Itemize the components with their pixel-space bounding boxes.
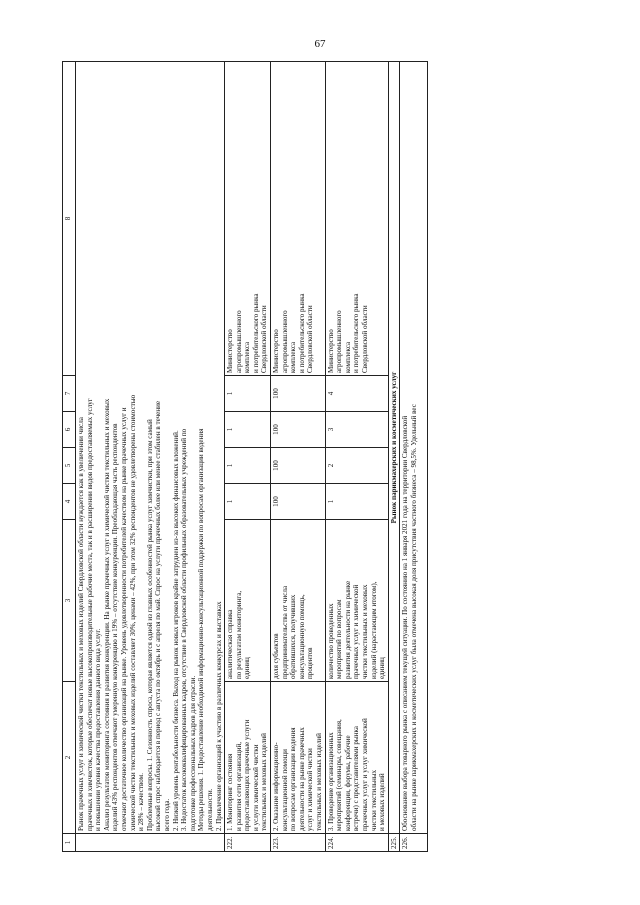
last-text-cell — [400, 62, 428, 834]
measures-table — [62, 61, 428, 852]
value-col-5: 2 — [325, 448, 388, 484]
indicator-line: обратившихся, получивших — [289, 594, 298, 679]
intro-text-cell — [76, 62, 225, 834]
executor-line: комплекса — [243, 341, 252, 373]
indicator-line: доля субъектов — [272, 633, 281, 679]
intro-line: отмечают достаточное количество организаций на рынке. Уровень удовлетворенности потребителей качеством на рынке прачечных услуг и — [119, 407, 128, 831]
value-col-7: 1 — [225, 376, 271, 412]
measure-line: прачечных услуг и услуг химической — [361, 718, 369, 831]
indicator-line: аналитическая справка — [226, 609, 235, 679]
last-text-clip — [401, 64, 426, 831]
executor-cell — [271, 62, 326, 376]
measure-line: чистки текстильных — [369, 769, 378, 831]
row-number: 224. — [325, 834, 388, 852]
section-row — [388, 62, 400, 852]
section-title: Рынок парикмахерских и косметических услуг — [388, 62, 400, 834]
executor-cell — [225, 62, 271, 376]
intro-line: высокий спрос наблюдается в период с августа по октябрь и с апреля по май. Спрос на услуги прачечных более или менее стабилен в течение — [154, 400, 163, 831]
value-col-4: 1 — [225, 484, 271, 520]
indicator-line: по результатам мониторинга, — [234, 590, 243, 679]
value-col-6: 1 — [225, 412, 271, 448]
indicator-line: консультационную помощь, — [297, 594, 306, 679]
indicator-line: изделий (нарастающим итогом), — [369, 581, 378, 679]
value-col-7: 100 — [271, 376, 326, 412]
measure-line: 1. Мониторинг состояния — [226, 753, 235, 831]
executor-line: Свердловской области — [260, 305, 269, 373]
value-col-4: 1 — [325, 484, 388, 520]
header-col-6: 6 — [63, 412, 76, 448]
measure-line: текстильных и меховых изделий — [260, 733, 269, 831]
row-number: 222. — [225, 834, 271, 852]
indicator-cell — [271, 520, 326, 682]
intro-line: 2. Низкий уровень рентабельности бизнеса. Выход на рынок новых игроков крайне затруднен из-за высоких финансовых вложений. — [171, 430, 180, 831]
row-number: 225. — [388, 834, 400, 852]
measure-line: мероприятий (семинары, совещания, — [335, 719, 344, 831]
measure-line: и развития сети организаций, — [234, 741, 243, 831]
measure-line: встречи) с представителями рынка — [352, 726, 361, 831]
indicator-line: прачечных услуг и химической — [352, 584, 361, 679]
intro-line: деятельности. — [205, 788, 214, 831]
rotated-table-wrapper — [62, 62, 592, 852]
intro-line: и 28% – качеством. — [137, 773, 146, 831]
executor-line: Свердловской области — [361, 305, 369, 373]
executor-line: агропромышленного — [335, 310, 344, 373]
measure-line: 2. Оказание информационно- — [272, 742, 281, 831]
page-number: 67 — [314, 38, 326, 50]
measure-line: конференции, форумы, рабочие — [343, 735, 352, 831]
intro-line: всего года. — [162, 798, 171, 831]
measure-cell — [225, 682, 271, 834]
intro-line: 3. Недостаток высококвалифицированных кадров, отсутствие в Свердловской области профильных образовательных учреждений по — [180, 428, 189, 831]
intro-line: прачечных и химчисток, которые обеспечат новые высокопроизводительные рабочие места, так и в расширении видов предоставляемых услуг — [85, 398, 94, 831]
indicator-line: развития деятельности на рынке — [343, 580, 352, 679]
measure-line: по вопросам организации ведения — [289, 727, 298, 831]
indicator-line: процентов — [306, 647, 315, 679]
value-col-6: 3 — [325, 412, 388, 448]
last-row — [400, 62, 428, 852]
measure-line: текстильных и меховых изделий — [315, 733, 324, 831]
table-row — [271, 62, 326, 852]
header-col-3: 3 — [63, 520, 76, 682]
indicator-line: предпринимательства от числа — [280, 585, 289, 679]
header-col-4: 4 — [63, 484, 76, 520]
executor-line: агропромышленного — [280, 310, 289, 373]
intro-line: подготовке профессиональных кадров для отрасли. — [188, 675, 197, 831]
intro-line: и повышении уровня качества предоставления данного вида услуг. — [94, 628, 103, 831]
executor-line: комплекса — [289, 341, 298, 373]
indicator-line: единиц — [378, 657, 387, 679]
row-number: 223. — [271, 834, 326, 852]
intro-line: Проблемные вопросы. 1. Сезонность спроса, которая является одной из главных особенностей рынка услуг химчистки, при этом самый — [145, 419, 154, 831]
header-col-2: 2 — [63, 682, 76, 834]
measure-cell — [271, 682, 326, 834]
indicator-line: количество проведенных — [326, 603, 335, 679]
intro-line: изделий 43% респондентов отмечают умеренную конкуренцию и 19% – отсутствие конкуренции. Преобладающая часть респондентов — [111, 423, 120, 831]
intro-row — [76, 62, 225, 852]
executor-line: Министерство — [226, 329, 235, 373]
executor-line: и потребительского рынка — [251, 293, 260, 373]
intro-line: химической чистки текстильных и меховых изделий составляет 30%, ценами – 42%, при этом 32% респондентов не удовлетворены стоимостью — [128, 394, 137, 831]
measure-line: и услуги химической чистки — [251, 744, 260, 831]
header-col-8: 8 — [63, 62, 76, 376]
executor-cell — [325, 62, 388, 376]
measure-line: деятельности на рынке прачечных — [297, 727, 306, 831]
indicator-cell — [225, 520, 271, 682]
last-line: Обоснование выбора товарного рынка с описанием текущей ситуации. По состоянию на 1 января 2021 года на территории Свердловской — [401, 415, 410, 831]
header-col-1: 1 — [63, 834, 76, 852]
measure-line: 3. Проведение организационных — [326, 732, 335, 831]
row-number: 226. — [400, 834, 428, 852]
executor-line: Свердловской области — [306, 305, 315, 373]
executor-line: комплекса — [343, 341, 352, 373]
measure-line: и меховых изделий — [378, 773, 387, 831]
intro-line: 2. Привлечение организаций к участию в различных конкурсах и выставках — [214, 601, 223, 831]
value-col-5: 1 — [225, 448, 271, 484]
indicator-line: чистки текстильных и меховых — [361, 584, 369, 679]
measure-cell — [325, 682, 388, 834]
measure-line: предоставляющих прачечные услуги — [243, 719, 252, 831]
indicator-line: мероприятий по вопросам — [335, 599, 344, 679]
executor-line: агропромышленного — [234, 310, 243, 373]
value-col-5: 100 — [271, 448, 326, 484]
table-row — [225, 62, 271, 852]
header-col-7: 7 — [63, 376, 76, 412]
value-col-6: 100 — [271, 412, 326, 448]
table-row — [325, 62, 388, 852]
executor-line: и потребительского рынка — [352, 293, 361, 373]
intro-num-cell — [76, 834, 225, 852]
intro-line: Методы решения. 1. Предоставление необходимой информационно-консультационной поддержки по вопросам организации ведения — [197, 428, 206, 831]
intro-line: Рынок прачечных услуг и химической чистки текстильных и меховых изделий Свердловской области нуждается как в увеличении числа — [77, 417, 85, 831]
executor-line: и потребительского рынка — [297, 293, 306, 373]
value-col-4: 100 — [271, 484, 326, 520]
executor-line: Министерство — [272, 329, 281, 373]
value-col-7: 4 — [325, 376, 388, 412]
measure-line: услуг и химической чистки — [306, 748, 315, 831]
executor-line: Министерство — [326, 329, 335, 373]
header-row — [63, 62, 76, 852]
measure-line: консультационной помощи — [280, 749, 289, 831]
indicator-line: единиц — [243, 657, 252, 679]
header-col-5: 5 — [63, 448, 76, 484]
indicator-cell — [325, 520, 388, 682]
last-line: области на рынке парикмахерских и косметических услуг была отмечена высокая доля присутствия частного бизнеса – 98,5%. Удельный вес — [409, 404, 418, 831]
intro-line: Анализ результатов мониторинга состояния и развития конкуренции. На рынке прачечных услуг и химической чистки текстильных и меховых — [102, 398, 111, 831]
